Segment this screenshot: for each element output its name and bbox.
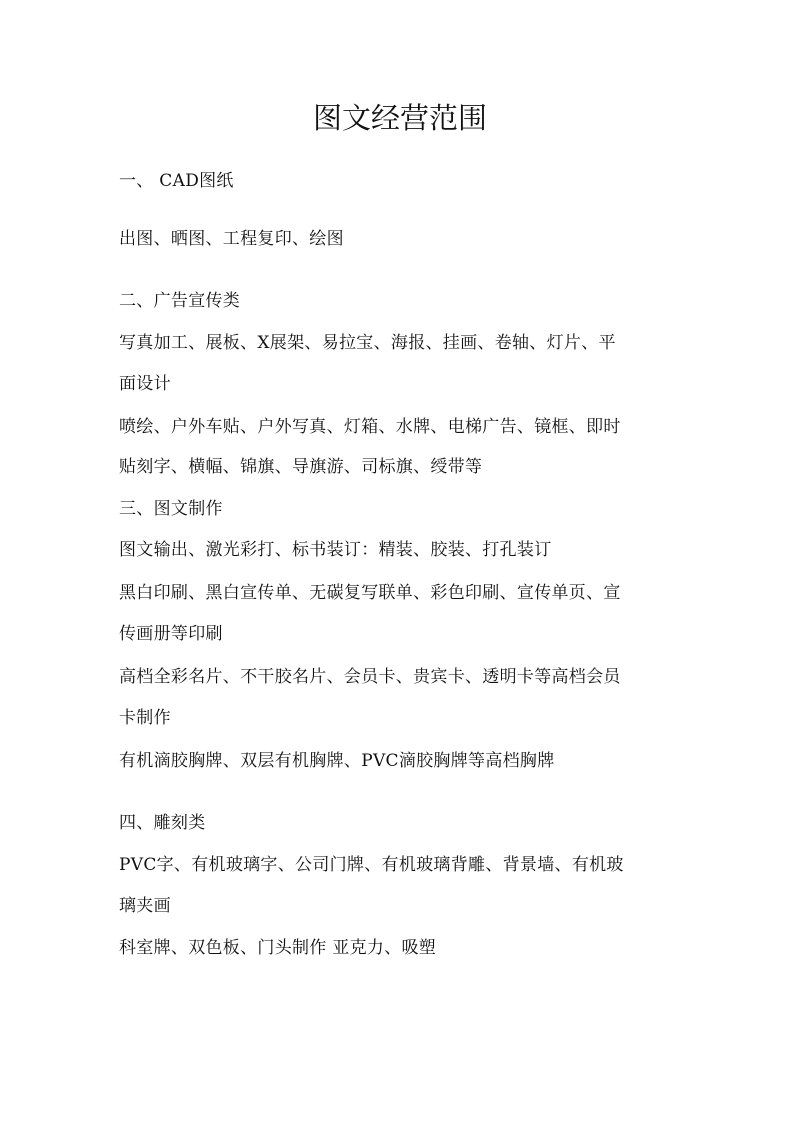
text-line: 传画册等印刷 xyxy=(119,624,223,644)
text-line: 图文输出、激光彩打、标书装订：精装、胶装、打孔装订 xyxy=(119,540,552,560)
text-line: 一、 CAD图纸 xyxy=(119,171,234,191)
text-line: 璃夹画 xyxy=(119,896,171,916)
text-line: 有机滴胶胸牌、双层有机胸牌、PVC滴胶胸牌等高档胸牌 xyxy=(119,751,555,771)
text-line: 喷绘、户外车贴、户外写真、灯箱、水牌、电梯广告、镜框、即时 xyxy=(119,417,621,437)
text-line: 科室牌、双色板、门头制作 亚克力、吸塑 xyxy=(119,938,437,958)
text-line: 写真加工、展板、X展架、易拉宝、海报、挂画、卷轴、灯片、平 xyxy=(119,333,616,353)
text-line: PVC字、有机玻璃字、公司门牌、有机玻璃背雕、背景墙、有机玻 xyxy=(119,855,624,875)
text-line: 二、广告宣传类 xyxy=(119,291,241,311)
text-line: 三、图文制作 xyxy=(119,499,223,519)
text-line: 卡制作 xyxy=(119,708,171,728)
document-title: 图文经营范围 xyxy=(312,101,487,135)
text-line: 出图、晒图、工程复印、绘图 xyxy=(119,229,344,249)
text-line: 面设计 xyxy=(119,374,171,394)
text-line: 贴刻字、横幅、锦旗、导旗游、司标旗、绶带等 xyxy=(119,457,483,477)
text-line: 黑白印刷、黑白宣传单、无碳复写联单、彩色印刷、宣传单页、宣 xyxy=(119,583,621,603)
text-line: 高档全彩名片、不干胶名片、会员卡、贵宾卡、透明卡等高档会员 xyxy=(119,667,621,687)
text-line: 四、雕刻类 xyxy=(119,813,206,833)
